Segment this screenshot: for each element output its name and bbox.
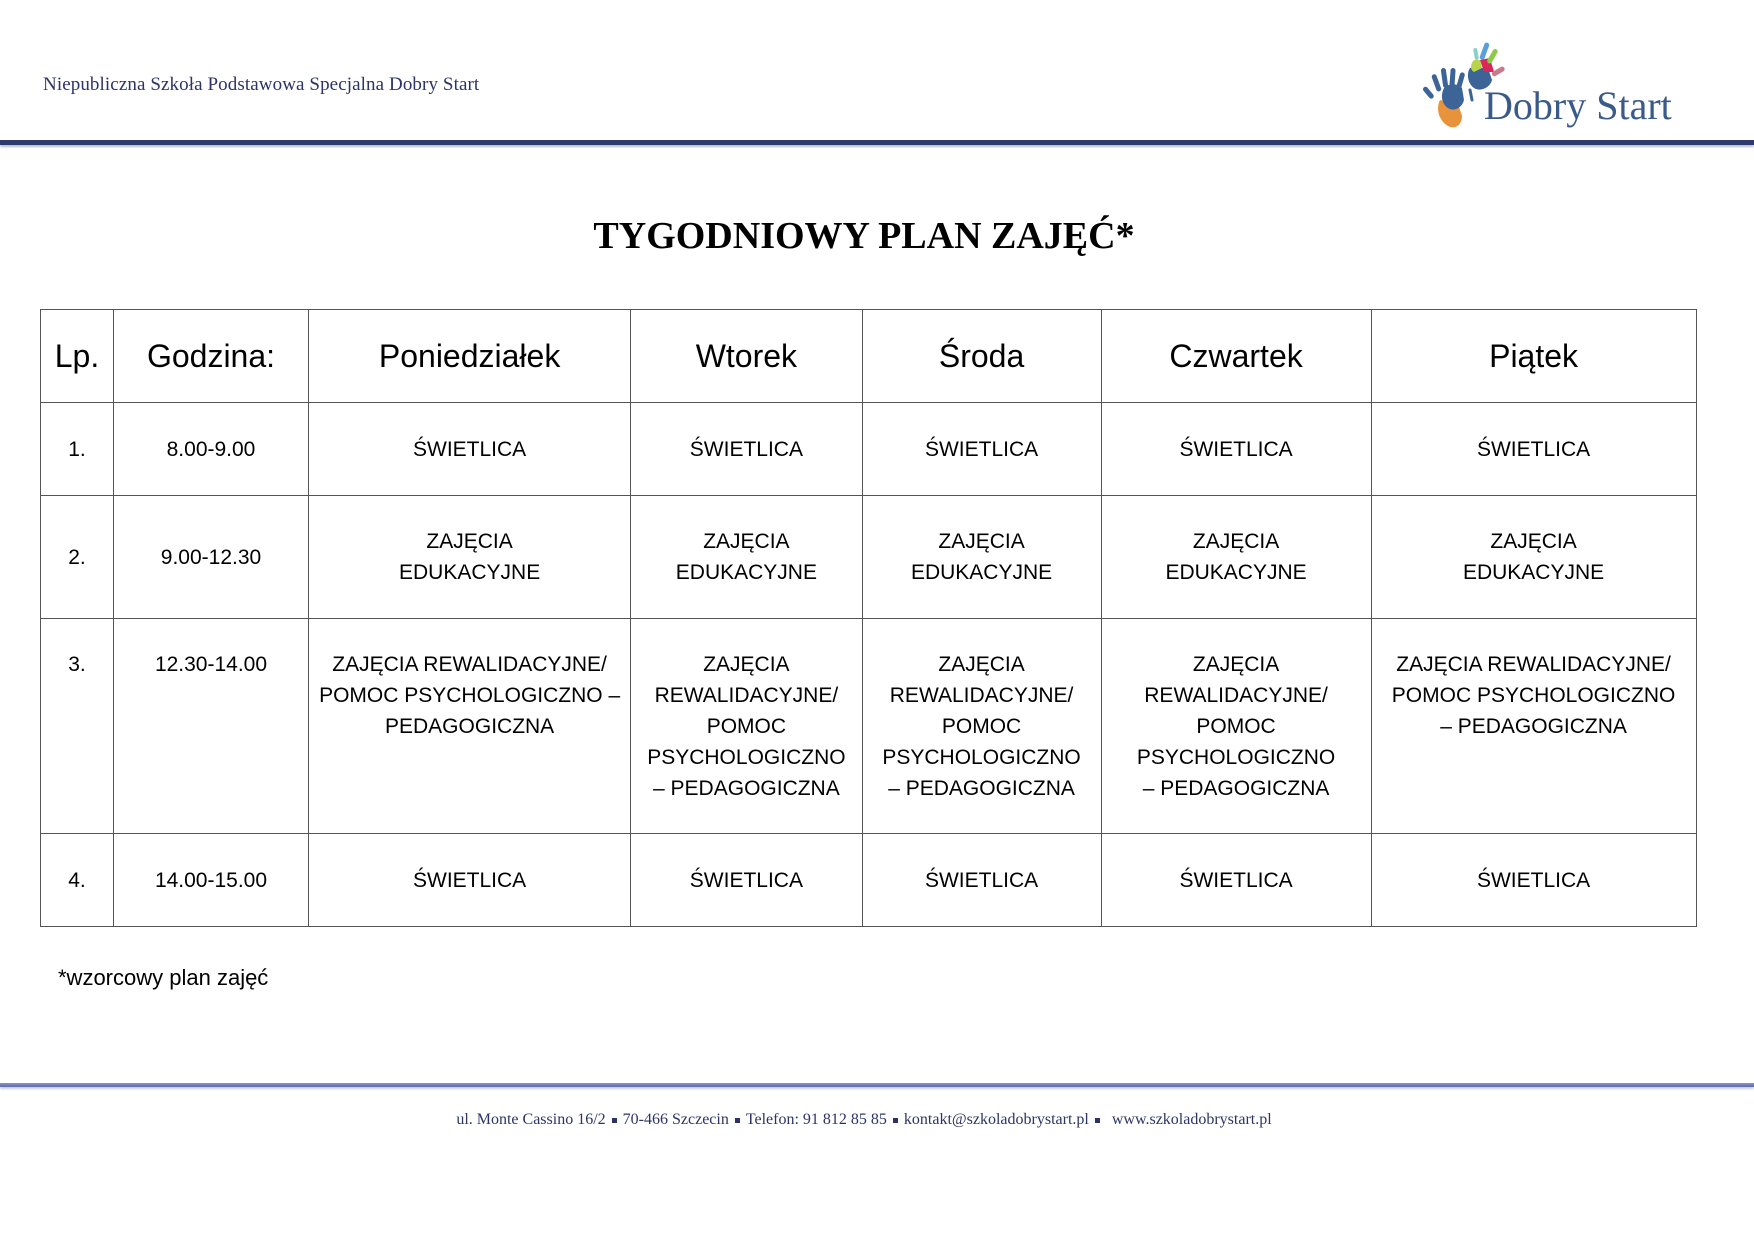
separator-icon — [735, 1118, 740, 1123]
header-thursday: Czwartek — [1101, 310, 1371, 403]
table-header-row — [41, 310, 1697, 403]
cell-tuesday: ZAJĘCIA REWALIDACYJNE/ POMOC PSYCHOLOGICZNO – PEDAGOGICZNA — [631, 619, 862, 834]
separator-icon — [612, 1118, 617, 1123]
footer-divider — [0, 1083, 1754, 1087]
cell-friday: ZAJĘCIA REWALIDACYJNE/ POMOC PSYCHOLOGICZNO – PEDAGOGICZNA — [1371, 619, 1696, 834]
row-time: 14.00-15.00 — [114, 834, 309, 927]
footer-address: ul. Monte Cassino 16/2 — [456, 1111, 606, 1128]
left-hand-icon — [1422, 68, 1465, 128]
table-row — [41, 403, 1697, 496]
row-time: 12.30-14.00 — [114, 619, 309, 834]
header-monday: Poniedziałek — [309, 310, 631, 403]
cell-wednesday: ŚWIETLICA — [862, 403, 1101, 496]
row-number: 2. — [41, 496, 114, 619]
table-row — [41, 496, 1697, 619]
page-title: TYGODNIOWY PLAN ZAJĘĆ* — [593, 215, 1135, 257]
cell-thursday: ZAJĘCIA REWALIDACYJNE/ POMOC PSYCHOLOGICZNO – PEDAGOGICZNA — [1101, 619, 1371, 834]
header-lp: Lp. — [41, 310, 114, 403]
row-number: 1. — [41, 403, 114, 496]
header-wednesday: Środa — [862, 310, 1101, 403]
cell-monday: ŚWIETLICA — [309, 834, 631, 927]
cell-thursday: ŚWIETLICA — [1101, 403, 1371, 496]
row-time: 8.00-9.00 — [114, 403, 309, 496]
footnote: *wzorcowy plan zajęć — [58, 965, 269, 990]
header-friday: Piątek — [1371, 310, 1696, 403]
cell-thursday: ŚWIETLICA — [1101, 834, 1371, 927]
table-row — [41, 619, 1697, 834]
cell-wednesday: ŚWIETLICA — [862, 834, 1101, 927]
cell-wednesday: ZAJĘCIA EDUKACYJNE — [862, 496, 1101, 619]
cell-tuesday: ŚWIETLICA — [631, 834, 862, 927]
cell-thursday: ZAJĘCIA EDUKACYJNE — [1101, 496, 1371, 619]
cell-wednesday: ZAJĘCIA REWALIDACYJNE/ POMOC PSYCHOLOGICZNO – PEDAGOGICZNA — [862, 619, 1101, 834]
cell-friday: ŚWIETLICA — [1371, 403, 1696, 496]
header-divider — [0, 140, 1754, 145]
cell-tuesday: ŚWIETLICA — [631, 403, 862, 496]
cell-monday: ZAJĘCIA EDUKACYJNE — [309, 496, 631, 619]
school-name: Niepubliczna Szkoła Podstawowa Specjalna Dobry Start — [43, 74, 480, 95]
footer-email[interactable]: kontakt@szkoladobrystart.pl — [903, 1111, 1089, 1128]
table-row — [41, 834, 1697, 927]
cell-tuesday: ZAJĘCIA EDUKACYJNE — [631, 496, 862, 619]
row-time: 9.00-12.30 — [114, 496, 309, 619]
cell-friday: ZAJĘCIA EDUKACYJNE — [1371, 496, 1696, 619]
row-number: 4. — [41, 834, 114, 927]
footer-phone: Telefon: 91 812 85 85 — [745, 1111, 887, 1128]
header-time: Godzina: — [114, 310, 309, 403]
logo-text: Dobry Start — [1484, 83, 1672, 128]
footer-city: 70-466 Szczecin — [622, 1111, 729, 1128]
footer-website[interactable]: www.szkoladobrystart.pl — [1111, 1111, 1272, 1128]
separator-icon — [893, 1118, 898, 1123]
schedule-table — [40, 309, 1697, 927]
cell-monday: ZAJĘCIA REWALIDACYJNE/ POMOC PSYCHOLOGICZNO – PEDAGOGICZNA — [309, 619, 631, 834]
row-number: 3. — [41, 619, 114, 834]
separator-icon — [1095, 1118, 1100, 1123]
cell-monday: ŚWIETLICA — [309, 403, 631, 496]
header-tuesday: Wtorek — [631, 310, 862, 403]
cell-friday: ŚWIETLICA — [1371, 834, 1696, 927]
logo — [1418, 38, 1688, 133]
footer-contact — [0, 1111, 1728, 1129]
